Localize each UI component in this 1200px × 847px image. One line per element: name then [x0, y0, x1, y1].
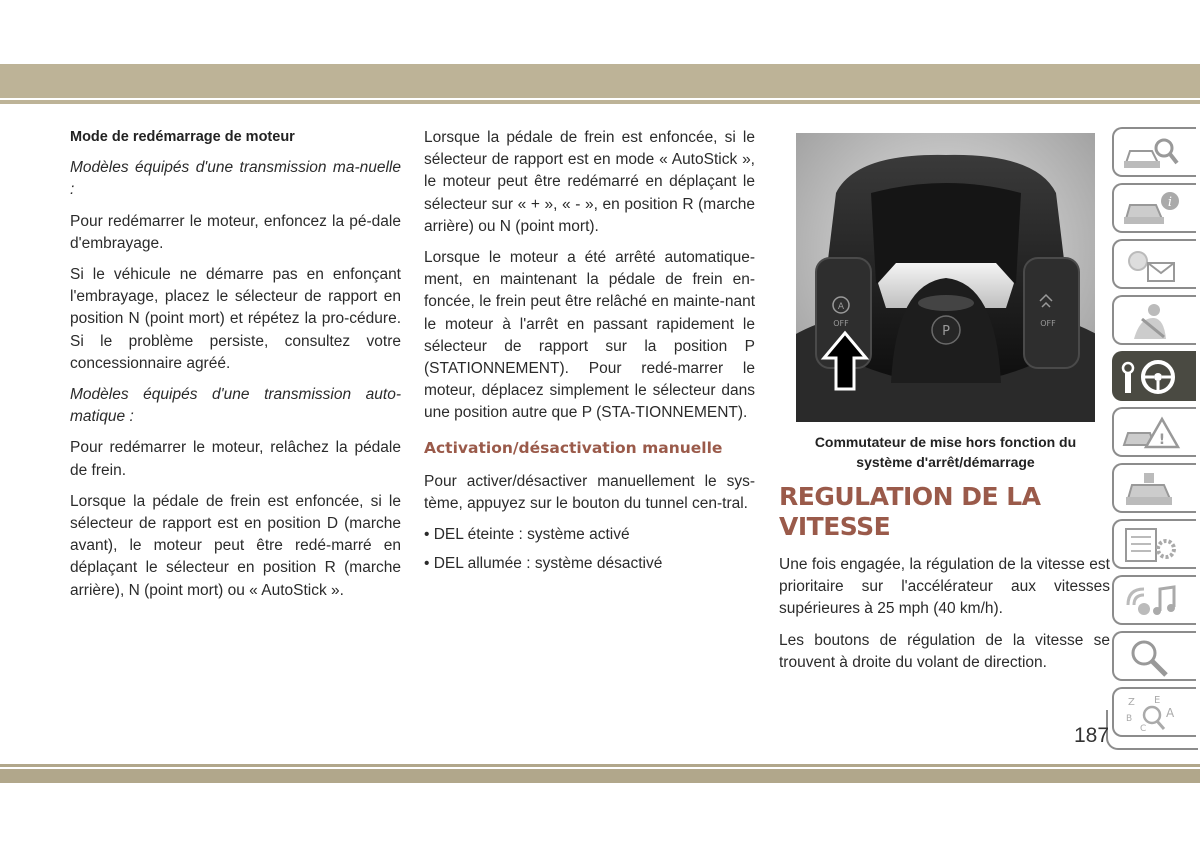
warning-light-message-icon: [1120, 245, 1182, 285]
svg-text:!: !: [1158, 432, 1166, 448]
multimedia-music-icon: [1120, 581, 1182, 621]
cruise-paragraph-2: Les boutons de régulation de la vitesse se trouvent à droite du volant de direction.: [779, 631, 1110, 671]
automatic-paragraph-1: Pour redémarrer le moteur, relâchez la pédale de frein.: [70, 439, 401, 479]
header-band: [0, 64, 1200, 98]
svg-text:B: B: [1126, 714, 1133, 724]
header-rule: [0, 100, 1200, 104]
tab-emergency[interactable]: [1112, 407, 1196, 457]
bullet-led-on: • DEL allumée : système désactivé: [424, 555, 663, 573]
footer-rule: [0, 764, 1200, 767]
manual-activation-heading: Activation/désactivation manuelle: [424, 438, 723, 457]
car-magnifier-icon: [1120, 133, 1182, 173]
tab-starting-driving[interactable]: [1112, 351, 1196, 401]
tab-car-info[interactable]: [1112, 183, 1196, 233]
car-info-icon: [1120, 189, 1182, 229]
manual-paragraph-2: Si le véhicule ne démarre pas en enfonçant l'embrayage, placez le sélecteur de rapport en position N (point mort) et répétez la pro-cédure. Si le problème persiste, consultez votre concessionnaire agréé.: [70, 266, 401, 372]
footer-band: [0, 769, 1200, 783]
checklist-gears-icon: [1120, 525, 1182, 565]
page-corner-frame: [1106, 710, 1198, 750]
figure-caption: Commutateur de mise hors fonction du système d'arrêt/démarrage: [814, 434, 1077, 470]
airbag-seatbelt-icon: [1120, 301, 1182, 341]
engine-restart-heading: Mode de redémarrage de moteur: [70, 129, 295, 145]
column-left: [70, 126, 401, 611]
key-steering-wheel-icon: [1120, 357, 1182, 397]
section-title-cruise-control: REGULATION DE LA VITESSE: [779, 482, 1041, 541]
tab-warning-lights[interactable]: [1112, 239, 1196, 289]
autostick-paragraph: Lorsque la pédale de frein est enfoncée, si le sélecteur de rapport est en mode « AutoStick », le moteur peut être redémarré en déplaçant le sélecteur sur « + », « - », en position R (marche arrière) ou N (point mort).: [424, 129, 755, 235]
column-middle: [424, 127, 755, 583]
svg-text:i: i: [1167, 195, 1173, 210]
svg-text:A: A: [1166, 706, 1175, 720]
car-warning-triangle-icon: [1120, 413, 1182, 453]
svg-text:P: P: [942, 324, 950, 339]
svg-text:Z: Z: [1128, 697, 1135, 708]
manual-activation-paragraph: Pour activer/désactiver manuellement le sys-tème, appuyez sur le bouton du tunnel cen-tral.: [424, 472, 755, 513]
search-icon: [1120, 637, 1182, 677]
manual-paragraph-1: Pour redémarrer le moteur, enfoncez la pé-dale d'embrayage.: [70, 212, 401, 252]
column-right: [779, 554, 1110, 683]
automatic-paragraph-2: Lorsque la pédale de frein est enfoncée, si le sélecteur de rapport est en position D (marche avant), le moteur peut être redé-marré en déplaçant le sélecteur en position R (marche arrière), N (point mort) ou « AutoStick ».: [70, 492, 401, 599]
automatic-transmission-intro: Modèles équipés d'une transmission auto-matique :: [70, 386, 401, 426]
svg-text:C: C: [1140, 724, 1147, 733]
tab-technical-specs[interactable]: [1112, 519, 1196, 569]
cruise-paragraph-1: Une fois engagée, la régulation de la vitesse est prioritaire sur l'accélérateur aux vitesses supérieures à 25 mph (40 km/h).: [779, 556, 1110, 618]
auto-stop-paragraph: Lorsque le moteur a été arrêté automatique-ment, en maintenant la pédale de frein en-foncée, le frein peut être relâché en mainte-nant le moteur à l'arrêt en passant rapidement le sélecteur de rapport sur la position P (STATIONNEMENT). Pour redé-marrer le moteur, déplacez simplement le sélecteur dans une position autre que P (STA-TIONNEMENT).: [424, 249, 755, 422]
manual-transmission-intro: Modèles équipés d'une transmission ma-nuelle :: [70, 159, 401, 199]
console-illustration: [796, 133, 1095, 422]
right-button-label: OFF: [1040, 319, 1056, 328]
tab-multimedia[interactable]: [1112, 575, 1196, 625]
tab-safety[interactable]: [1112, 295, 1196, 345]
left-button-label: OFF: [833, 319, 849, 328]
page-number: 187: [1074, 724, 1110, 747]
car-service-icon: [1120, 469, 1182, 509]
svg-text:E: E: [1154, 695, 1161, 706]
tab-maintenance[interactable]: [1112, 463, 1196, 513]
bullet-led-off: • DEL éteinte : système activé: [424, 526, 630, 544]
tab-car-magnifier[interactable]: [1112, 127, 1196, 177]
tab-customer-assistance[interactable]: [1112, 631, 1196, 681]
stop-start-switch-photo: [796, 133, 1095, 422]
svg-text:A: A: [837, 302, 845, 312]
